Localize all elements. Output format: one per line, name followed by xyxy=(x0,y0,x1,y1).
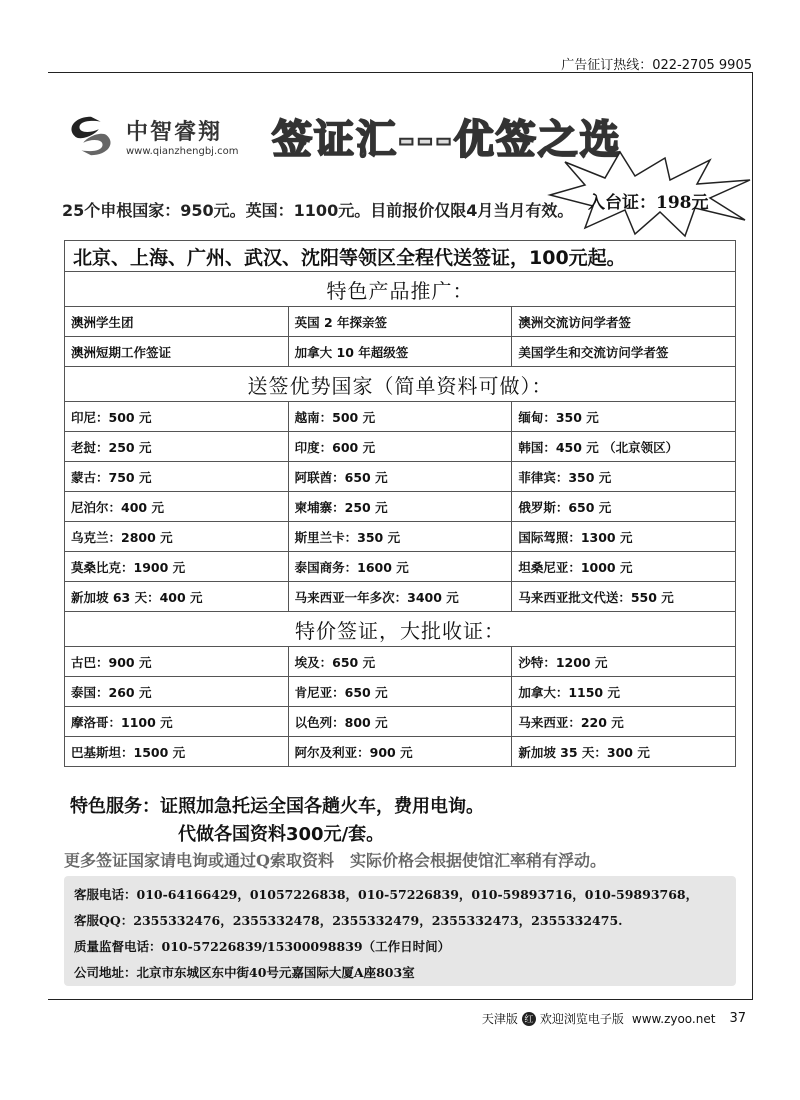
section-advantage: 送签优势国家（简单资料可做）： xyxy=(65,367,736,402)
table-cell: 韩国：450 元 （北京领区） xyxy=(512,432,736,462)
table-row xyxy=(65,582,736,612)
table-cell: 菲律宾：350 元 xyxy=(512,462,736,492)
table-cell: 以色列：800 元 xyxy=(288,707,512,737)
table-cell: 俄罗斯：650 元 xyxy=(512,492,736,522)
table-cell: 国际驾照：1300 元 xyxy=(512,522,736,552)
red-logo-icon: 红 xyxy=(522,1012,536,1026)
section-row xyxy=(65,612,736,647)
table-cell: 沙特：1200 元 xyxy=(512,647,736,677)
table-cell: 古巴：900 元 xyxy=(65,647,289,677)
section-row xyxy=(65,272,736,307)
table-row xyxy=(65,677,736,707)
special-service-line: 特色服务：证照加急托运全国各趟火车，费用电询。 xyxy=(70,796,484,817)
table-row xyxy=(65,307,736,337)
section-featured: 特色产品推广： xyxy=(65,272,736,307)
document-service-line: 代做各国资料300元/套。 xyxy=(178,824,385,845)
schengen-price-line: 25个申根国家：950元。英国：1100元。目前报价仅限4月当月有效。 xyxy=(62,201,574,220)
table-cell: 马来西亚一年多次：3400 元 xyxy=(288,582,512,612)
table-cell: 乌克兰：2800 元 xyxy=(65,522,289,552)
table-cell: 美国学生和交流访问学者签 xyxy=(512,337,736,367)
footer-site-link[interactable]: www.zyoo.net xyxy=(631,1011,716,1026)
table-row xyxy=(65,432,736,462)
contact-address: 公司地址：北京市东城区东中街40号元嘉国际大厦A座803室 xyxy=(74,965,415,980)
table-cell: 加拿大：1150 元 xyxy=(512,677,736,707)
table-cell: 老挝：250 元 xyxy=(65,432,289,462)
contact-box xyxy=(64,876,736,986)
table-cell: 埃及：650 元 xyxy=(288,647,512,677)
table-row xyxy=(65,707,736,737)
contact-quality: 质量监督电话：010-57226839/15300098839（工作日时间） xyxy=(74,939,451,954)
table-cell: 柬埔寨：250 元 xyxy=(288,492,512,522)
page-headline: 签证汇---优签之选 xyxy=(272,117,622,163)
table-row xyxy=(65,492,736,522)
more-info-note: 更多签证国家请电询或通过Q索取资料 实际价格会根据使馆汇率稍有浮动。 xyxy=(64,851,606,870)
ad-hotline: 广告征订热线：022-2705 9905 xyxy=(561,58,752,73)
service-banner: 北京、上海、广州、武汉、沈阳等领区全程代送签证，100元起。 xyxy=(65,241,736,272)
section-row xyxy=(65,367,736,402)
contact-phone: 客服电话：010-64166429，01057226838，010-57226839，010-59893716，010-59893768， xyxy=(74,887,699,902)
service-banner-row xyxy=(65,241,736,272)
table-cell: 马来西亚批文代送：550 元 xyxy=(512,582,736,612)
table-cell: 印尼：500 元 xyxy=(65,402,289,432)
page-number: 37 xyxy=(729,1011,746,1026)
table-cell: 莫桑比克：1900 元 xyxy=(65,552,289,582)
table-cell: 缅甸：350 元 xyxy=(512,402,736,432)
table-row xyxy=(65,337,736,367)
table-cell: 坦桑尼亚：1000 元 xyxy=(512,552,736,582)
table-cell: 越南：500 元 xyxy=(288,402,512,432)
table-row xyxy=(65,737,736,767)
brand-logo xyxy=(62,112,238,160)
contact-qq: 客服QQ：2355332476，2355332478，2355332479，2355332473，2355332475. xyxy=(74,913,623,928)
table-cell: 泰国商务：1600 元 xyxy=(288,552,512,582)
table-cell: 阿联酋：650 元 xyxy=(288,462,512,492)
table-cell: 尼泊尔：400 元 xyxy=(65,492,289,522)
table-cell: 巴基斯坦：1500 元 xyxy=(65,737,289,767)
table-row xyxy=(65,552,736,582)
table-cell: 印度：600 元 xyxy=(288,432,512,462)
taiwan-permit-price: 入台证：198元 xyxy=(588,193,709,213)
table-cell: 加拿大 10 年超级签 xyxy=(288,337,512,367)
table-cell: 新加坡 35 天：300 元 xyxy=(512,737,736,767)
table-cell: 泰国：260 元 xyxy=(65,677,289,707)
table-row xyxy=(65,647,736,677)
table-cell: 肯尼亚：650 元 xyxy=(288,677,512,707)
table-cell: 摩洛哥：1100 元 xyxy=(65,707,289,737)
table-cell: 澳洲短期工作签证 xyxy=(65,337,289,367)
logo-swirl-icon xyxy=(62,112,120,160)
table-cell: 澳洲交流访问学者签 xyxy=(512,307,736,337)
table-cell: 蒙古：750 元 xyxy=(65,462,289,492)
section-special: 特价签证，大批收证： xyxy=(65,612,736,647)
table-row xyxy=(65,522,736,552)
table-cell: 新加坡 63 天：400 元 xyxy=(65,582,289,612)
table-cell: 澳洲学生团 xyxy=(65,307,289,337)
table-row xyxy=(65,462,736,492)
table-cell: 英国 2 年探亲签 xyxy=(288,307,512,337)
table-cell: 马来西亚：220 元 xyxy=(512,707,736,737)
table-row xyxy=(65,402,736,432)
table-cell: 斯里兰卡：350 元 xyxy=(288,522,512,552)
price-table xyxy=(64,240,736,767)
brand-url: www.qianzhengbj.com xyxy=(126,146,239,157)
brand-name: 中智睿翔 xyxy=(126,119,223,145)
table-cell: 阿尔及利亚：900 元 xyxy=(288,737,512,767)
footer-edition: 天津版 xyxy=(481,1012,518,1026)
footer-welcome: 欢迎浏览电子版 xyxy=(539,1012,624,1026)
page-footer xyxy=(482,1010,746,1027)
